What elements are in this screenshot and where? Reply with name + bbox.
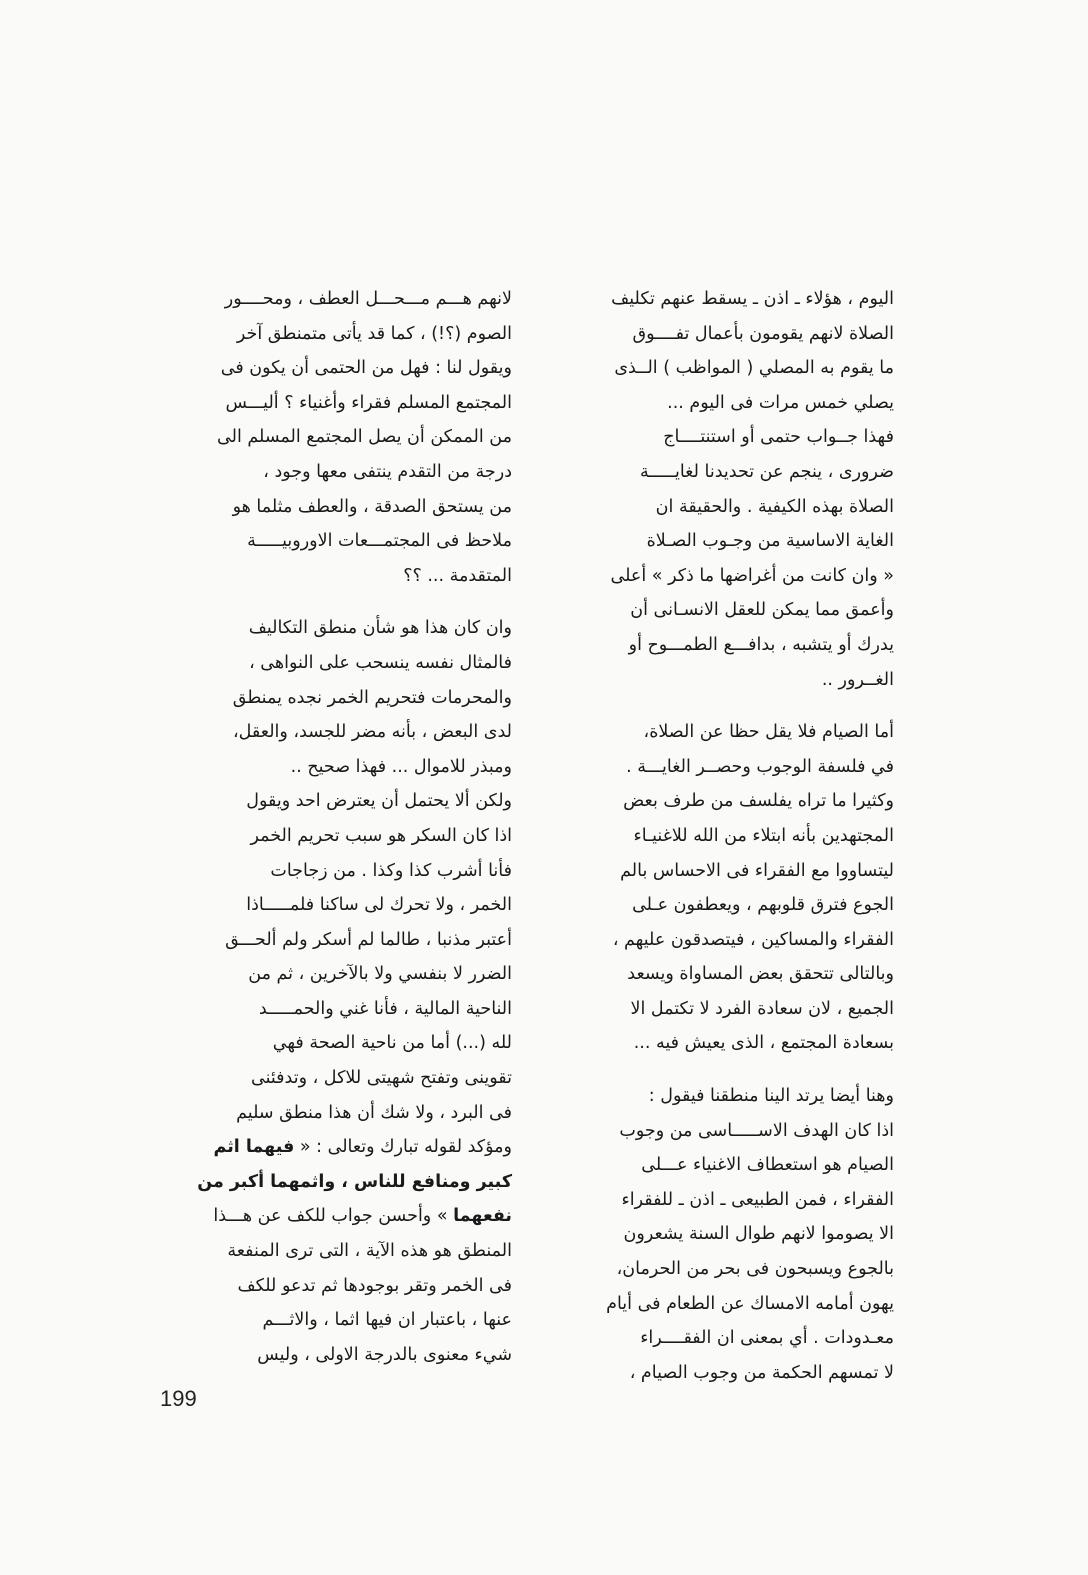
paragraph-text: وان كان هذا هو شأن منطق التكاليف فالمثال نفسه ينسحب على النواهى ، والمحرمات فتحريم الخمر نجده يمنطق لدى البعض ، بأنه مضر للجسد، والعقل، ومبذر للاموال ... فهذا صحيح .. ولكن ألا يحتمل أن يعترض احد ويقول اذا كان السكر هو سبب تحريم الخمر فأنا أشرب كذا وكذا . من زجاجات الخمر ، ولا تحرك لى ساكنا فلمـــــاذا أعتبر مذنبا ، طالما لم أسكر ولم ألحـــق الضرر لا بنفسي ولا بالآخرين ، ثم من الناحية المالية ، فأنا غني والحمـــــد لله (...) أما من ناحية الصحة فهي تقوينى وتفتح شهيتى للاكل ، وتدفئنى فى البرد ، ولا شك أن هذا منطق سليم ومؤكد لقوله تبارك وتعالى : « [225,618,512,1158]
paragraph [160,611,512,1372]
paragraph: وهنا أيضا يرتد الينا منطقنا فيقول : اذا كان الهدف الاســـــاسى من وجوب الصيام هو استعطاف الاغنياء عـــلى الفقراء ، فمن الطبيعى ـ اذن ـ للفقراء الا يصوموا لانهم طوال السنة يشعرون بالجوع ويسبحون فى بحر من الحرمان، يهون أمامه الامساك عن الطعام فى أيام معـدودات . أي بمعنى ان الفقــــراء لا تمسهم الحكمة من وجوب الصيام ، [606,1086,894,1383]
paragraph: أما الصيام فلا يقل حظا عن الصلاة، في فلسفة الوجوب وحصــر الغايـــة . وكثيرا ما تراه يفلسف من طرف بعض المجتهدين بأنه ابتلاء من الله للاغنيـاء ليتساووا مع الفقراء فى الاحساس بالم الجوع فترق قلوبهم ، ويعطفون عـلى الفقراء والمساكين ، فيتصدقون عليهم ، وبالتالى تتحقق بعض المساواة ويسعد الجميع ، لان سعادة الفرد لا تكتمل الا بسعادة المجتمع ، الذى يعيش فيه ... [612,722,894,1054]
page-number: 199 [160,1386,197,1411]
paragraph: لانهم هـــم مـــحـــل العطف ، ومحــــور الصوم (؟!) ، كما قد يأتى متمنطق آخر ويقول لنا : فهل من الحتمى أن يكون فى المجتمع المسلم فقراء وأغنياء ؟ أليـــس من الممكن أن يصل المجتمع المسلم الى درجة من التقدم ينتفى معها وجود ، من يستحق الصدقة ، والعطف مثلما هو ملاحظ فى المجتمـــعات الاوروبيـــــة المتقدمة ... ؟؟ [217,289,512,586]
paragraph: فهذا جــواب حتمى أو استنتــــاج ضرورى ، ينجم عن تحديدنا لغايـــــة الصلاة بهذه الكيفية . والحقيقة ان الغاية الاساسية من وجـوب الصـلاة « وان كانت من أغراضها ما ذكر » أعلى وأعمق مما يمكن للعقل الانسـانى أن يدرك أو يتشبه ، بدافـــع الطمـــوح أو الغــرور .. [610,427,894,690]
quran-verse-bold: فيهما اثم كبير ومنافع للناس ، واثمهما أكبر من نفعهما [197,1137,512,1227]
paragraph-text: » وأحسن جواب للكف عن هـــذا المنطق هو هذه الآية ، التى ترى المنفعة فى الخمر وتقر بوجودها ثم تدعو للكف عنها ، باعتبار ان فيها اثما ، والاثـــم شيء معنوى بالدرجة الاولى ، وليس [213,1206,512,1365]
left-text-column [160,282,512,1372]
paragraph: اليوم ، هؤلاء ـ اذن ـ يسقط عنهم تكليف الصلاة لانهم يقومون بأعمال تفــــوق ما يقوم به المصلي ( المواظب ) الــذى يصلي خمس مرات فى اليوم ... [611,289,894,413]
right-text-column [537,282,894,1390]
